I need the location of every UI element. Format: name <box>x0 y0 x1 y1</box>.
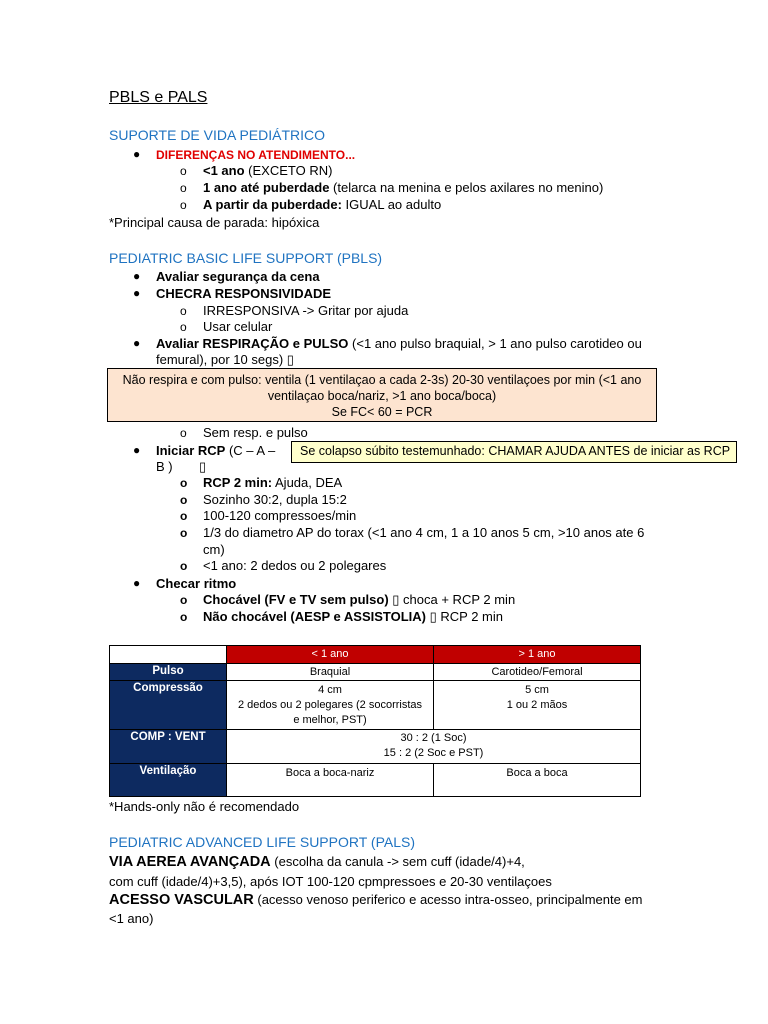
list-item: Sozinho 30:2, dupla 15:2 <box>203 492 347 507</box>
circle-bullet-icon: o <box>180 426 187 440</box>
circle-bullet-icon: o <box>180 509 188 523</box>
callout-box-ventila <box>107 368 657 422</box>
callout-line: Se FC< 60 = PCR <box>331 405 433 419</box>
paragraph-line: <1 ano) <box>109 911 154 926</box>
circle-bullet-icon: o <box>180 593 188 607</box>
arrow-icon: ▯ <box>286 352 294 367</box>
circle-bullet-icon: o <box>180 320 187 334</box>
row-label-comp-vent: COMP : VENT <box>110 730 227 764</box>
circle-bullet-icon: o <box>180 198 187 212</box>
bullet-icon: ● <box>133 286 141 300</box>
table-row <box>110 730 641 764</box>
arrow-icon: ▯ <box>199 459 207 474</box>
table-row <box>110 764 641 797</box>
page-title: PBLS e PALS <box>109 89 208 106</box>
sub-text: (C – A – <box>225 443 276 458</box>
sub-text: choca + RCP 2 min <box>399 592 516 607</box>
sub-bold: Iniciar RCP <box>156 443 226 458</box>
table-note: *Hands-only não é recomendado <box>109 799 300 814</box>
list-item: <1 ano: 2 dedos ou 2 polegares <box>203 558 387 573</box>
cell-line: 1 ou 2 mãos <box>506 699 568 711</box>
paragraph-line <box>109 891 643 909</box>
bullet-icon: ● <box>133 147 141 161</box>
circle-bullet-icon: o <box>180 493 188 507</box>
sub-text: (EXCETO RN) <box>244 163 333 178</box>
callout-line: Não respira e com pulso: ventila (1 ventilaçao a cada 2-3s) 20-30 ventilaçoes por min (<1 ano <box>122 373 642 387</box>
list-item: Avaliar segurança da cena <box>156 269 320 284</box>
bullet-icon: ● <box>133 443 141 457</box>
callout-box-colapso: Se colapso súbito testemunhado: CHAMAR AJUDA ANTES de iniciar as RCP <box>291 441 737 463</box>
sub-bold: A partir da puberdade: <box>203 197 342 212</box>
list-item: IRRESPONSIVA -> Gritar por ajuda <box>203 303 409 318</box>
comparison-table <box>109 645 641 797</box>
list-item: CHECRA RESPONSIVIDADE <box>156 286 332 301</box>
list-item <box>203 162 332 179</box>
bullet-icon: ● <box>133 576 141 590</box>
arrow-icon: ▯ <box>429 609 437 624</box>
note-text: *Principal causa de parada: hipóxica <box>109 215 320 230</box>
cell-line: 15 : 2 (2 Soc e PST) <box>383 747 484 759</box>
list-item: 1/3 do diametro AP do torax (<1 ano 4 cm, 1 a 10 anos 5 cm, >10 anos ate 6 <box>203 525 645 540</box>
sub-bold: RCP 2 min: <box>203 475 273 490</box>
table-row <box>110 646 641 664</box>
list-item <box>156 335 642 352</box>
table-cell: Boca a boca <box>434 764 641 797</box>
row-label-pulso: Pulso <box>110 664 227 681</box>
sub-bold: Não chocável (AESP e ASSISTOLIA) <box>203 609 426 624</box>
sub-bold: Avaliar RESPIRAÇÃO e PULSO <box>156 336 349 351</box>
table-cell: Boca a boca-nariz <box>227 764 434 797</box>
arrow-icon: ▯ <box>392 592 400 607</box>
bullet-icon: ● <box>133 336 141 350</box>
circle-bullet-icon: o <box>180 476 188 490</box>
list-item-continuation: cm) <box>203 542 225 557</box>
list-item-continuation <box>156 351 294 368</box>
sub-text: (telarca na menina e pelos axilares no menino) <box>329 180 604 195</box>
sub-bold: 1 ano até puberdade <box>203 180 330 195</box>
row-label-compressao: Compressão <box>110 681 227 730</box>
circle-bullet-icon: o <box>180 181 187 195</box>
list-item: Usar celular <box>203 319 273 334</box>
bullet-icon: ● <box>133 269 141 283</box>
table-cell: Braquial <box>227 664 434 681</box>
sub-bold: <1 ano <box>203 163 245 178</box>
cell-line: 5 cm <box>525 684 549 696</box>
list-item-continuation: B ) <box>156 459 173 474</box>
list-item: Checar ritmo <box>156 576 237 591</box>
circle-bullet-icon: o <box>180 304 187 318</box>
callout-line: ventilaçao boca/nariz, >1 ano boca/boca) <box>267 389 497 403</box>
table-row <box>110 681 641 730</box>
paragraph-line: com cuff (idade/4)+3,5), após IOT 100-120 cpmpressoes e 20-30 ventilaçoes <box>109 874 552 889</box>
section-heading-pals: PEDIATRIC ADVANCED LIFE SUPPORT (PALS) <box>109 834 415 850</box>
list-item <box>203 196 441 213</box>
list-item <box>203 474 342 491</box>
sub-bold: ACESSO VASCULAR <box>109 892 254 908</box>
sub-bold: VIA AEREA AVANÇADA <box>109 854 271 870</box>
table-header-over-1: > 1 ano <box>434 646 641 664</box>
circle-bullet-icon: o <box>180 164 187 178</box>
table-header-under-1: < 1 ano <box>227 646 434 664</box>
table-corner-cell <box>110 646 227 664</box>
cell-line: 30 : 2 (1 Soc) <box>400 732 467 744</box>
circle-bullet-icon: o <box>180 610 188 624</box>
sub-text: (acesso venoso periferico e acesso intra-osseo, principalmente em <box>253 892 643 907</box>
list-item <box>203 591 515 608</box>
section-heading-pbls: PEDIATRIC BASIC LIFE SUPPORT (PBLS) <box>109 250 383 266</box>
list-item: DIFERENÇAS NO ATENDIMENTO... <box>156 148 356 162</box>
paragraph-line <box>109 853 525 871</box>
list-item <box>203 608 503 625</box>
sub-text: (escolha da canula -> sem cuff (idade/4)+4, <box>270 854 525 869</box>
table-cell <box>227 730 641 764</box>
sub-bold: Chocável (FV e TV sem pulso) <box>203 592 389 607</box>
circle-bullet-icon: o <box>180 526 188 540</box>
row-label-ventilacao: Ventilação <box>110 764 227 797</box>
table-row <box>110 664 641 681</box>
table-cell <box>227 681 434 730</box>
cell-line: 2 dedos ou 2 polegares (2 socorristas <box>237 699 423 711</box>
list-item: 100-120 compressoes/min <box>203 508 357 523</box>
cell-line: 4 cm <box>318 684 342 696</box>
circle-bullet-icon: o <box>180 559 188 573</box>
sub-text: RCP 2 min <box>436 609 504 624</box>
table-cell <box>434 681 641 730</box>
sub-text: Ajuda, DEA <box>272 475 343 490</box>
section-heading-suporte: SUPORTE DE VIDA PEDIÁTRICO <box>109 127 326 143</box>
list-item: Sem resp. e pulso <box>203 425 308 440</box>
sub-text: (<1 ano pulso braquial, > 1 ano pulso carotideo ou <box>348 336 642 351</box>
list-item <box>203 179 603 196</box>
sub-text: IGUAL ao adulto <box>341 197 442 212</box>
list-item <box>156 442 275 459</box>
cell-line: e melhor, PST) <box>293 714 367 726</box>
table-cell: Carotideo/Femoral <box>434 664 641 681</box>
sub-text: femural), por 10 segs) <box>156 352 287 367</box>
